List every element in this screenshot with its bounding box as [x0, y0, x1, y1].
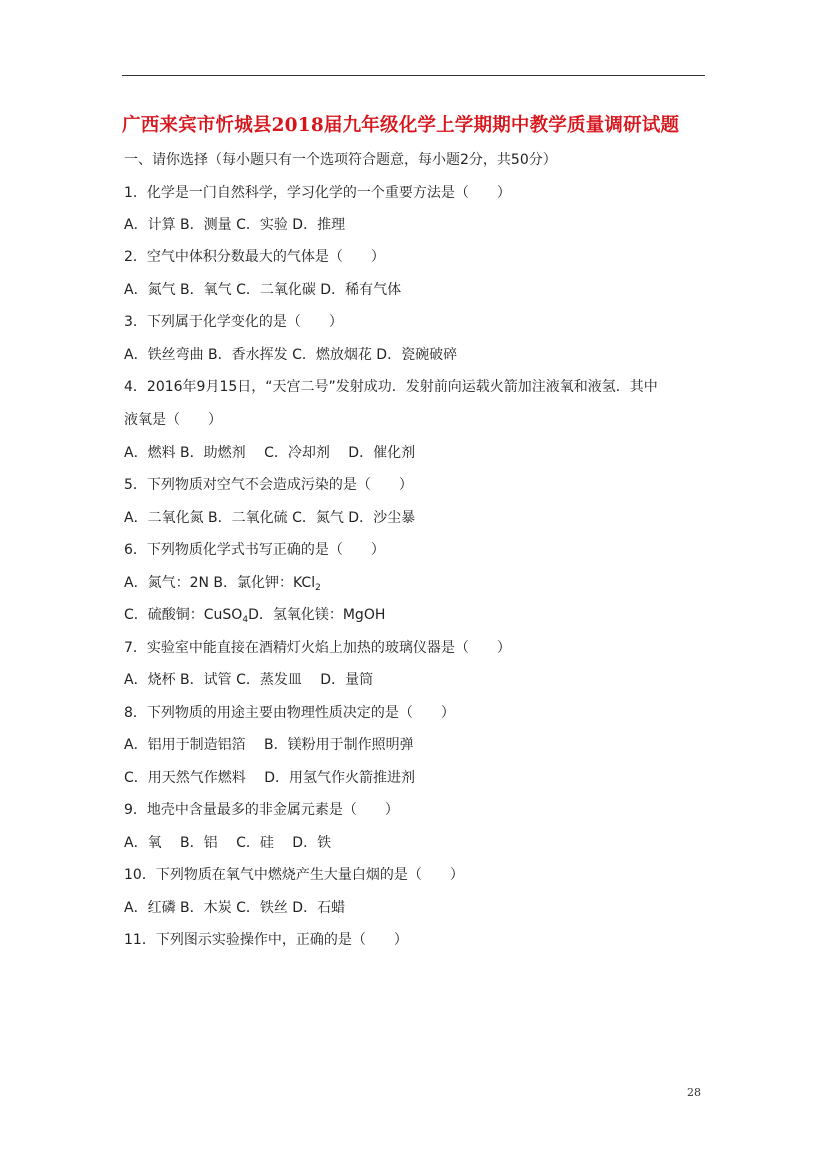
question-9: 9．地壳中含量最多的非金属元素是（ ） [124, 802, 399, 818]
question-7: 7．实验室中能直接在酒精灯火焰上加热的玻璃仪器是（ ） [124, 640, 511, 656]
question-8-options-cd: C．用天然气作燃料 D．用氢气作火箭推进剂 [124, 770, 416, 786]
question-9-options: A．氧 B．铝 C．硅 D．铁 [124, 835, 332, 851]
question-1-options: A．计算 B．测量 C．实验 D．推理 [124, 217, 346, 233]
question-6-options-ab: A．氮气：2N B．氯化钾：KCl$_2$ [124, 575, 321, 593]
question-6: 6．下列物质化学式书写正确的是（ ） [124, 542, 385, 558]
question-1: 1．化学是一门自然科学，学习化学的一个重要方法是（ ） [124, 185, 511, 201]
question-2: 2．空气中体积分数最大的气体是（ ） [124, 249, 385, 265]
header-rule [122, 75, 705, 76]
question-2-options: A．氮气 B．氧气 C．二氧化碳 D．稀有气体 [124, 282, 402, 298]
question-5-options: A．二氧化氮 B．二氧化硫 C．氮气 D．沙尘暴 [124, 510, 416, 526]
question-3: 3．下列属于化学变化的是（ ） [124, 314, 343, 330]
question-4-options: A．燃料 B．助燃剂 C．冷却剂 D．催化剂 [124, 445, 416, 461]
question-3-options: A．铁丝弯曲 B．香水挥发 C．燃放烟花 D．瓷碗破碎 [124, 347, 458, 363]
section-heading: 一、请你选择（每小题只有一个选项符合题意，每小题2分，共50分） [124, 152, 557, 168]
document-title: 广西来宾市忻城县2018届九年级化学上学期期中教学质量调研试题 [122, 115, 680, 136]
question-4-line-2: 液氧是（ ） [124, 412, 222, 428]
question-8: 8．下列物质的用途主要由物理性质决定的是（ ） [124, 705, 455, 721]
question-11: 11．下列图示实验操作中，正确的是（ ） [124, 932, 408, 948]
question-10-options: A．红磷 B．木炭 C．铁丝 D．石蜡 [124, 900, 346, 916]
question-4-line-1: 4．2016年9月15日，“天宫二号”发射成功．发射前向运载火箭加注液氧和液氢．其中 [124, 379, 658, 395]
question-7-options: A．烧杯 B．试管 C．蒸发皿 D．量筒 [124, 672, 374, 688]
question-6-options-cd: C．硫酸铜：CuSO$_4$D．氢氧化镁：MgOH [124, 607, 386, 625]
question-8-options-ab: A．铝用于制造铝箔 B．镁粉用于制作照明弹 [124, 737, 414, 753]
question-10: 10．下列物质在氧气中燃烧产生大量白烟的是（ ） [124, 867, 464, 883]
question-5: 5．下列物质对空气不会造成污染的是（ ） [124, 477, 413, 493]
page-number: 28 [687, 1086, 701, 1099]
